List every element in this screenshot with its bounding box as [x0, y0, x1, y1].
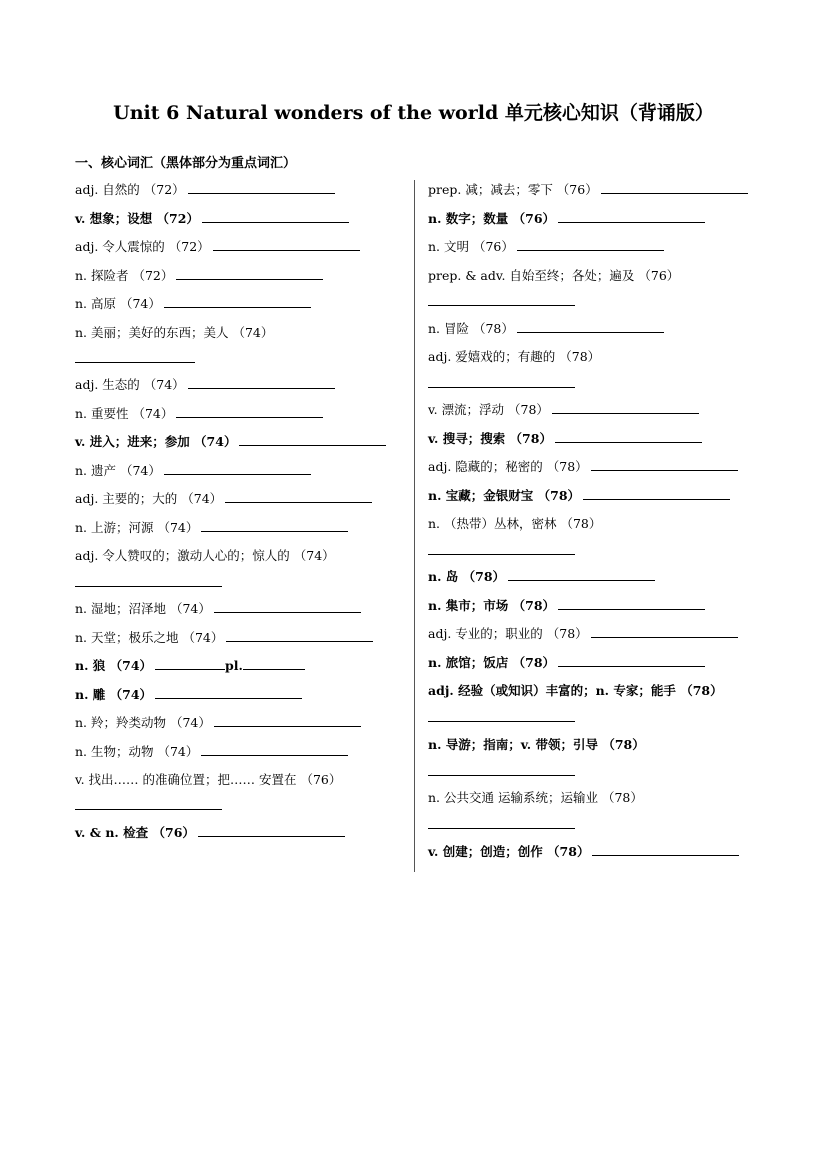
answer-blank[interactable] — [188, 181, 335, 194]
vocab-item — [75, 685, 302, 705]
vocab-item — [75, 518, 348, 538]
vocab-prompt: n. 高原 （74） — [75, 296, 161, 311]
answer-blank[interactable] — [164, 295, 311, 308]
vocab-prompt: n. 重要性 （74） — [75, 406, 174, 421]
answer-blank[interactable] — [558, 210, 705, 223]
answer-blank[interactable] — [202, 210, 349, 223]
vocab-prompt: n. 导游；指南；v. 带领；引导 （78） — [428, 737, 645, 752]
answer-blank[interactable] — [201, 519, 348, 532]
vocab-item — [428, 842, 739, 862]
vocab-prompt: adj. 令人震惊的 （72） — [75, 239, 210, 254]
vocab-item — [428, 209, 705, 229]
vocab-prompt: prep. 减；减去；零下 （76） — [428, 182, 598, 197]
column-divider — [414, 180, 415, 872]
vocab-prompt: adj. 主要的；大的 （74） — [75, 491, 223, 506]
answer-blank[interactable] — [75, 797, 222, 810]
vocab-prompt: n. 上游；河源 （74） — [75, 520, 199, 535]
vocab-item — [75, 180, 335, 200]
vocab-item — [75, 237, 360, 257]
answer-blank[interactable] — [517, 238, 664, 251]
answer-blank[interactable] — [591, 458, 738, 471]
answer-blank[interactable] — [517, 320, 664, 333]
plural-answer-blank[interactable] — [243, 657, 305, 670]
vocab-item-continuation — [428, 374, 575, 394]
vocab-prompt: n. 探险者 （72） — [75, 268, 174, 283]
vocab-item — [428, 457, 738, 477]
vocab-item — [75, 823, 345, 843]
answer-blank[interactable] — [201, 743, 348, 756]
vocab-prompt: adj. 经验（或知识）丰富的；n. 专家；能手 （78） — [428, 683, 723, 698]
vocab-prompt: n. 文明 （76） — [428, 239, 514, 254]
answer-blank[interactable] — [428, 293, 575, 306]
vocab-item — [428, 180, 748, 200]
page-title: Unit 6 Natural wonders of the world 单元核心知识（背诵版） — [113, 102, 714, 124]
vocab-item — [428, 735, 645, 755]
vocab-item — [428, 653, 705, 673]
answer-blank[interactable] — [239, 433, 386, 446]
vocab-item — [428, 400, 699, 420]
answer-blank[interactable] — [155, 686, 302, 699]
answer-blank[interactable] — [601, 181, 748, 194]
vocab-item — [75, 599, 361, 619]
vocab-prompt: prep. & adv. 自始至终；各处；遍及 （76） — [428, 268, 680, 283]
answer-blank[interactable] — [428, 816, 575, 829]
vocab-item — [75, 404, 323, 424]
vocab-item-continuation — [428, 292, 575, 312]
vocab-item-continuation — [75, 349, 195, 369]
vocab-item-continuation — [428, 762, 575, 782]
answer-blank[interactable] — [555, 430, 702, 443]
vocab-item — [75, 742, 348, 762]
vocab-prompt: n. 集市；市场 （78） — [428, 598, 556, 613]
answer-blank[interactable] — [214, 600, 361, 613]
vocab-item — [75, 489, 372, 509]
vocab-item-continuation — [75, 796, 222, 816]
vocab-item — [428, 681, 723, 701]
answer-blank[interactable] — [552, 401, 699, 414]
vocab-prompt: n. 雕 （74） — [75, 687, 153, 702]
vocab-prompt: v. 创建；创造；创作 （78） — [428, 844, 590, 859]
vocab-prompt: n. 冒险 （78） — [428, 321, 514, 336]
vocab-item — [428, 319, 664, 339]
vocab-prompt: n. 旅馆；饭店 （78） — [428, 655, 556, 670]
vocab-prompt: n. 羚；羚类动物 （74） — [75, 715, 211, 730]
answer-blank[interactable] — [164, 462, 311, 475]
answer-blank[interactable] — [226, 629, 373, 642]
answer-blank[interactable] — [508, 568, 655, 581]
vocab-item — [75, 656, 305, 676]
vocab-item — [75, 628, 373, 648]
vocab-item — [75, 770, 341, 790]
vocab-prompt: v. 想象；设想 （72） — [75, 211, 199, 226]
vocab-item — [428, 567, 655, 587]
vocab-prompt: n. 宝藏；金银财宝 （78） — [428, 488, 581, 503]
vocab-item — [428, 237, 664, 257]
vocab-item — [428, 624, 738, 644]
answer-blank[interactable] — [428, 542, 575, 555]
answer-blank[interactable] — [188, 376, 335, 389]
vocab-prompt: adj. 爱嬉戏的；有趣的 （78） — [428, 349, 601, 364]
answer-blank[interactable] — [428, 763, 575, 776]
vocab-prompt: n. 天堂；极乐之地 （74） — [75, 630, 224, 645]
vocab-prompt: n. 狼 （74） — [75, 658, 153, 673]
answer-blank[interactable] — [176, 405, 323, 418]
vocab-item — [75, 432, 386, 452]
vocab-prompt: v. 进入；进来；参加 （74） — [75, 434, 237, 449]
answer-blank[interactable] — [213, 238, 360, 251]
vocab-prompt: n. 遗产 （74） — [75, 463, 161, 478]
vocab-prompt: n. （热带）丛林，密林 （78） — [428, 516, 602, 531]
vocab-item — [75, 209, 349, 229]
vocab-item-continuation — [75, 573, 222, 593]
vocab-prompt: n. 美丽；美好的东西；美人 （74） — [75, 325, 274, 340]
vocab-item — [75, 266, 323, 286]
section-heading: 一、核心词汇（黑体部分为重点词汇） — [75, 156, 297, 171]
vocab-prompt: v. 漂流；浮动 （78） — [428, 402, 549, 417]
answer-blank[interactable] — [591, 625, 738, 638]
vocab-prompt: adj. 令人赞叹的；激动人心的；惊人的 （74） — [75, 548, 335, 563]
vocab-item — [428, 486, 730, 506]
answer-blank[interactable] — [155, 657, 225, 670]
vocab-item — [428, 266, 679, 286]
vocab-prompt: n. 湿地；沼泽地 （74） — [75, 601, 211, 616]
answer-blank[interactable] — [75, 350, 195, 363]
vocab-prompt: v. 找出…… 的准确位置；把…… 安置在 （76） — [75, 772, 342, 787]
vocab-item — [428, 347, 600, 367]
vocab-prompt: v. 搜寻；搜索 （78） — [428, 431, 552, 446]
vocab-item — [428, 514, 601, 534]
vocab-item-continuation — [428, 815, 575, 835]
vocab-prompt: adj. 隐藏的；秘密的 （78） — [428, 459, 588, 474]
vocab-item — [428, 788, 643, 808]
vocab-item-continuation — [428, 708, 575, 728]
plural-label: pl. — [225, 658, 243, 673]
vocab-item — [75, 375, 335, 395]
vocab-prompt: n. 公共交通 运输系统；运输业 （78） — [428, 790, 643, 805]
answer-blank[interactable] — [176, 267, 323, 280]
vocab-item — [428, 429, 702, 449]
vocab-prompt: v. & n. 检查 （76） — [75, 825, 195, 840]
vocab-prompt: adj. 生态的 （74） — [75, 377, 185, 392]
vocab-item — [75, 323, 273, 343]
answer-blank[interactable] — [198, 824, 345, 837]
answer-blank[interactable] — [225, 490, 372, 503]
answer-blank[interactable] — [428, 709, 575, 722]
vocab-prompt: n. 生物；动物 （74） — [75, 744, 199, 759]
vocab-item — [75, 294, 311, 314]
vocab-prompt: n. 数字；数量 （76） — [428, 211, 556, 226]
vocab-item — [75, 546, 335, 566]
vocab-prompt: adj. 专业的；职业的 （78） — [428, 626, 588, 641]
answer-blank[interactable] — [214, 714, 361, 727]
answer-blank[interactable] — [592, 843, 739, 856]
vocab-item — [428, 596, 705, 616]
vocab-item — [75, 713, 361, 733]
answer-blank[interactable] — [558, 597, 705, 610]
answer-blank[interactable] — [75, 574, 222, 587]
answer-blank[interactable] — [428, 375, 575, 388]
vocab-prompt: adj. 自然的 （72） — [75, 182, 185, 197]
vocab-prompt: n. 岛 （78） — [428, 569, 506, 584]
answer-blank[interactable] — [558, 654, 705, 667]
vocab-item-continuation — [428, 541, 575, 561]
answer-blank[interactable] — [583, 487, 730, 500]
vocab-item — [75, 461, 311, 481]
